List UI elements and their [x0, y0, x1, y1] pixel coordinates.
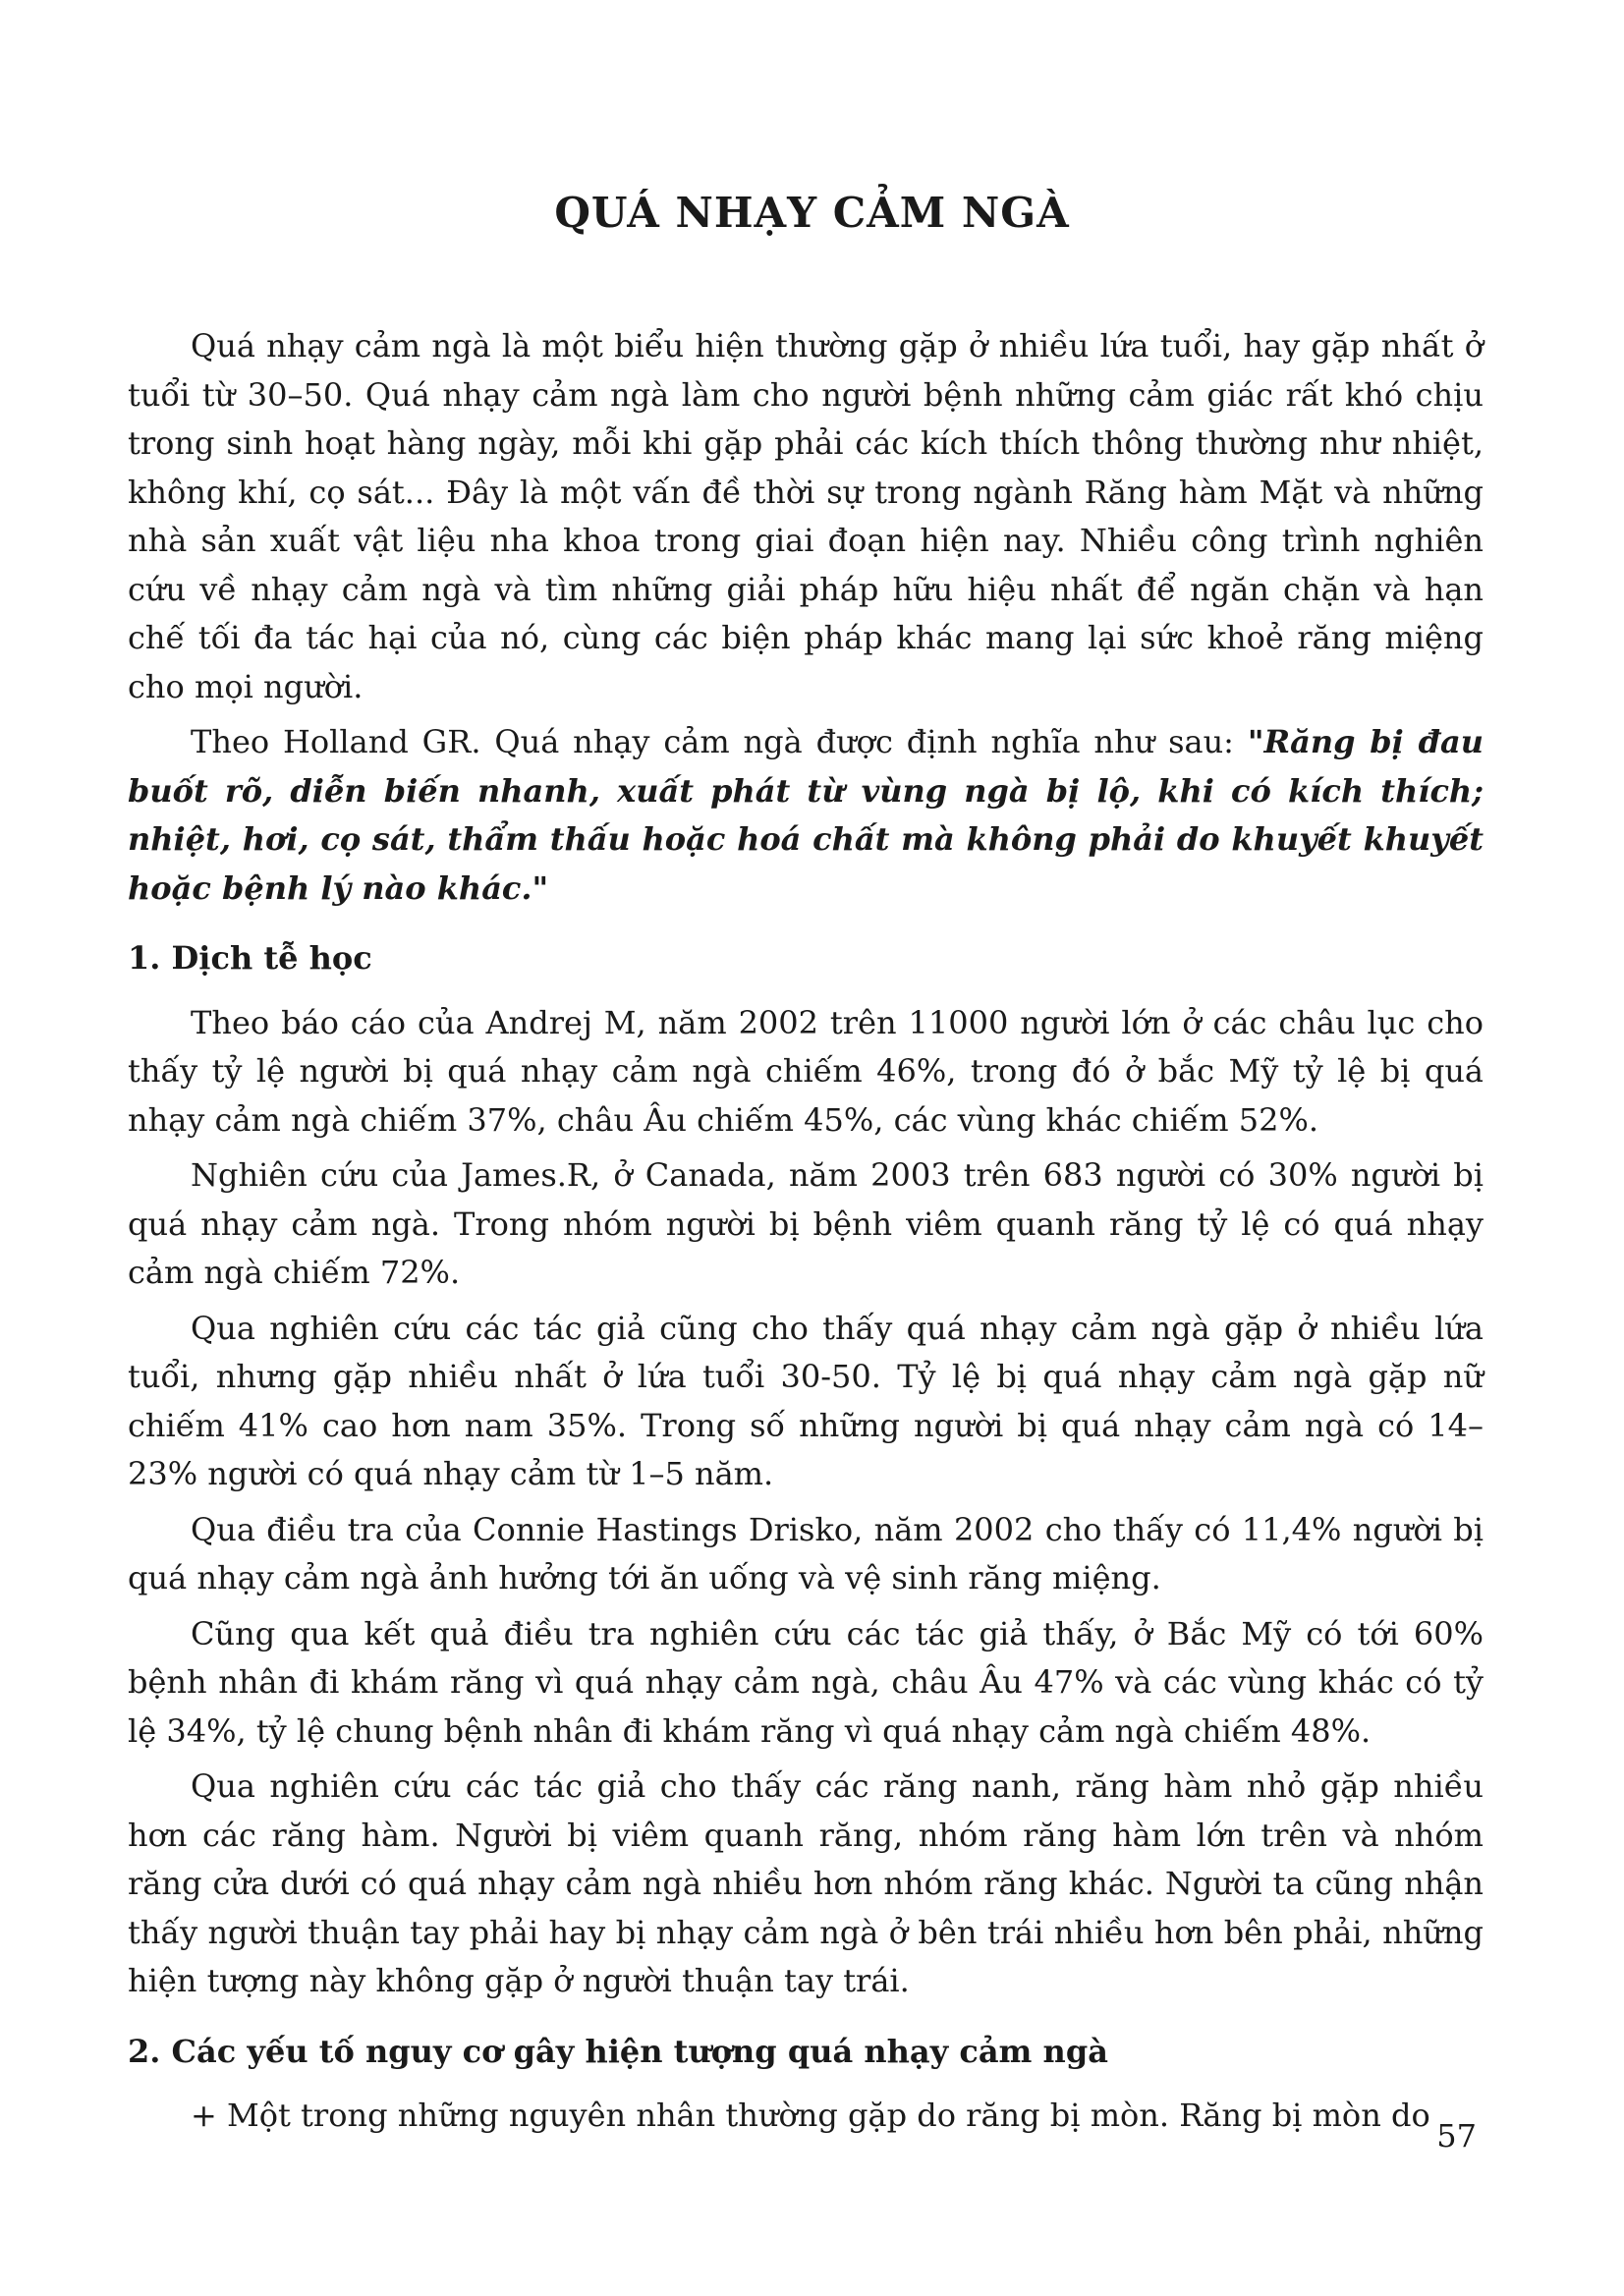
definition-quote: "Răng bị đau buốt rõ, diễn biến nhanh, xuất phát từ vùng ngà bị lộ, khi có kích thích; nhiệt, hơi, cọ sát, thẩm thấu hoặc hoá chất mà không phải do khuyết khuyết hoặc bệnh lý nào khác."	[128, 723, 1484, 907]
section-heading-risk-factors: 2. Các yếu tố nguy cơ gây hiện tượng quá nhạy cảm ngà	[128, 2032, 1108, 2070]
section-heading-epidemiology: 1. Dịch tễ học	[128, 939, 372, 977]
section1-paragraph: Cũng qua kết quả điều tra nghiên cứu các tác giả thấy, ở Bắc Mỹ có tới 60% bệnh nhân đi khám răng vì quá nhạy cảm ngà, châu Âu 47% và các vùng khác có tỷ lệ 34%, tỷ lệ chung bệnh nhân đi khám răng vì quá nhạy cảm ngà chiếm 48%.	[128, 1614, 1484, 1750]
section1-paragraph: Qua nghiên cứu các tác giả cho thấy các răng nanh, răng hàm nhỏ gặp nhiều hơn các răng hàm. Người bị viêm quanh răng, nhóm răng hàm lớn trên và nhóm răng cửa dưới có quá nhạy cảm ngà nhiều hơn nhóm răng khác. Người ta cũng nhận thấy người thuận tay phải hay bị nhạy cảm ngà ở bên trái nhiều hơn bên phải, những hiện tượng này không gặp ở người thuận tay trái.	[128, 1767, 1484, 1999]
section1-paragraph: Theo báo cáo của Andrej M, năm 2002 trên 11000 người lớn ở các châu lục cho thấy tỷ lệ người bị quá nhạy cảm ngà chiếm 46%, trong đó ở bắc Mỹ tỷ lệ bị quá nhạy cảm ngà chiếm 37%, châu Âu chiếm 45%, các vùng khác chiếm 52%.	[128, 1003, 1484, 1139]
section1-paragraph: Qua điều tra của Connie Hastings Drisko, năm 2002 cho thấy có 11,4% người bị quá nhạy cảm ngà ảnh hưởng tới ăn uống và vệ sinh răng miệng.	[128, 1510, 1484, 1596]
section1-paragraph: Nghiên cứu của James.R, ở Canada, năm 2003 trên 683 người có 30% người bị quá nhạy cảm ngà. Trong nhóm người bị bệnh viêm quanh răng tỷ lệ có quá nhạy cảm ngà chiếm 72%.	[128, 1156, 1484, 1291]
section2-paragraph: + Một trong những nguyên nhân thường gặp do răng bị mòn. Răng bị mòn do	[191, 2097, 1430, 2134]
page-content	[128, 322, 1484, 2148]
page-title: QUÁ NHẠY CẢM NGÀ	[554, 189, 1070, 237]
definition-lead: Theo Holland GR. Quá nhạy cảm ngà được định nghĩa như sau:	[191, 723, 1248, 760]
intro-paragraph-2	[128, 718, 1484, 913]
section1-paragraph: Qua nghiên cứu các tác giả cũng cho thấy quá nhạy cảm ngà gặp ở nhiều lứa tuổi, nhưng gặp nhiều nhất ở lứa tuổi 30-50. Tỷ lệ bị quá nhạy cảm ngà gặp nữ chiếm 41% cao hơn nam 35%. Trong số những người bị quá nhạy cảm ngà có 14–23% người có quá nhạy cảm từ 1–5 năm.	[128, 1309, 1484, 1492]
intro-paragraph-1: Quá nhạy cảm ngà là một biểu hiện thường gặp ở nhiều lứa tuổi, hay gặp nhất ở tuổi từ 30–50. Quá nhạy cảm ngà làm cho người bệnh những cảm giác rất khó chịu trong sinh hoạt hàng ngày, mỗi khi gặp phải các kích thích thông thường như nhiệt, không khí, cọ sát... Đây là một vấn đề thời sự trong ngành Răng hàm Mặt và những nhà sản xuất vật liệu nha khoa trong giai đoạn hiện nay. Nhiều công trình nghiên cứu về nhạy cảm ngà và tìm những giải pháp hữu hiệu nhất để ngăn chặn và hạn chế tối đa tác hại của nó, cùng các biện pháp khác mang lại sức khoẻ răng miệng cho mọi người.	[128, 327, 1484, 705]
page-number: 57	[1436, 2117, 1477, 2155]
